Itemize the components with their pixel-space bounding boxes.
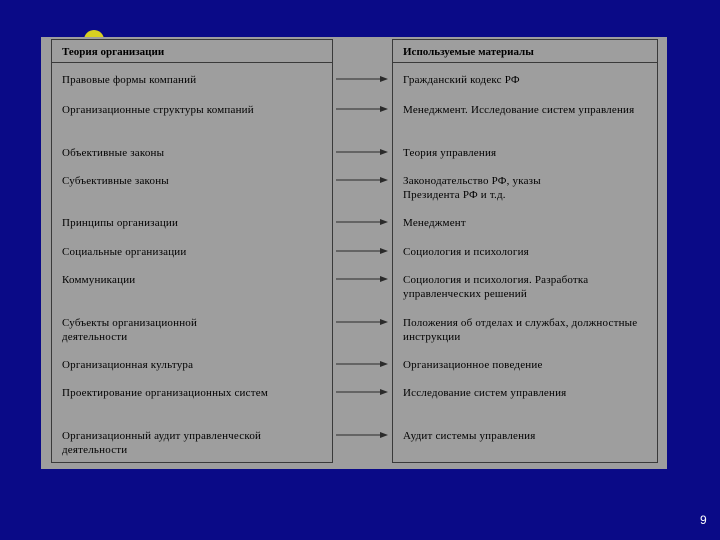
left-item: Организационный аудит управленческой деятельности [62, 430, 262, 456]
left-item: Принципы организации [62, 217, 179, 229]
arrow-icon [336, 148, 388, 156]
left-item: Правовые формы компаний [62, 74, 197, 86]
right-item: Законодательство РФ, указы Президента РФ и т.д. [403, 175, 541, 201]
left-item: Организационная культура [62, 359, 194, 371]
left-item: Объективные законы [62, 147, 165, 159]
arrow-icon [336, 318, 388, 326]
right-item: Аудит системы управления [403, 430, 536, 442]
left-column-header: Теория организации [62, 46, 165, 58]
right-item: Менеджмент. Исследование систем управления [403, 104, 635, 116]
arrow-icon [336, 247, 388, 255]
arrow-icon [336, 176, 388, 184]
right-item: Социология и психология [403, 246, 529, 258]
right-item: Положения об отделах и службах, должностные инструкции [403, 317, 638, 343]
arrow-icon [336, 388, 388, 396]
left-item: Коммуникации [62, 274, 136, 286]
diagram-panel [41, 37, 667, 469]
left-column-box [51, 39, 333, 463]
right-item: Социология и психология. Разработка управленческих решений [403, 274, 589, 300]
left-item: Проектирование организационных систем [62, 387, 268, 399]
arrow-icon [336, 275, 388, 283]
right-item: Теория управления [403, 147, 497, 159]
right-header-divider [393, 62, 657, 63]
left-item: Организационные структуры компаний [62, 104, 254, 116]
left-item: Субъективные законы [62, 175, 169, 187]
right-column-header: Используемые материалы [403, 46, 534, 58]
arrow-icon [336, 75, 388, 83]
arrow-icon [336, 360, 388, 368]
right-item: Гражданский кодекс РФ [403, 74, 520, 86]
left-header-divider [52, 62, 332, 63]
arrow-icon [336, 105, 388, 113]
page-number: 9 [700, 513, 707, 527]
right-column-box [392, 39, 658, 463]
right-item: Исследование систем управления [403, 387, 567, 399]
right-item: Менеджмент [403, 217, 466, 229]
left-item: Социальные организации [62, 246, 187, 258]
arrow-icon [336, 431, 388, 439]
left-item: Субъекты организационной деятельности [62, 317, 198, 343]
right-item: Организационное поведение [403, 359, 543, 371]
arrow-icon [336, 218, 388, 226]
